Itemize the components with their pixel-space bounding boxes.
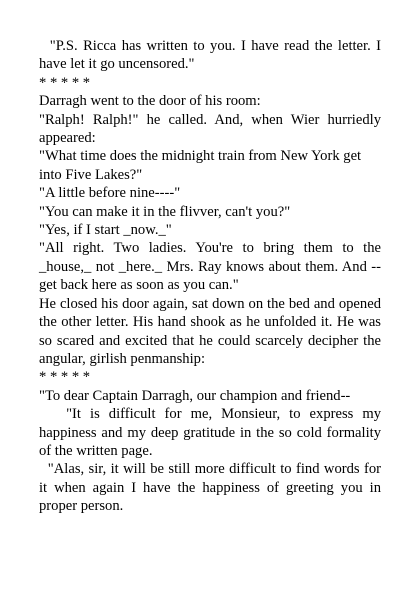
- dialogue-line: "You can make it in the flivver, can't you?": [39, 203, 291, 220]
- dialogue-line: "A little before nine----": [39, 185, 181, 202]
- dialogue-line: "Yes, if I start _now._": [39, 222, 172, 239]
- letter-paragraph: "It is difficult for me, Monsieur, to express my happiness and my deep gratitude in the so cold formality of the written page.: [39, 406, 381, 459]
- postscript-paragraph: "P.S. Ricca has written to you. I have read the letter. I have let it go uncensored.": [39, 38, 381, 73]
- section-break: * * * * *: [39, 74, 91, 91]
- dialogue-line: "What time does the midnight train from New York get into Five Lakes?": [39, 148, 362, 183]
- letter-salutation: "To dear Captain Darragh, our champion and friend--: [39, 387, 351, 404]
- dialogue-paragraph: "All right. Two ladies. You're to bring them to the _house,_ not _here._ Mrs. Ray knows about them. And -- get back here as soon as you can.": [39, 240, 381, 294]
- letter-paragraph: "Alas, sir, it will be still more difficult to find words for it when again I have the happiness of greeting you in proper person.: [39, 461, 381, 515]
- narrative-paragraph: He closed his door again, sat down on the bed and opened the other letter. His hand shook as he unfolded it. He was so scared and excited that he could scarcely decipher the angular, girlish penmanship:: [39, 295, 381, 367]
- document-page: [39, 37, 381, 516]
- narrative-line: Darragh went to the door of his room:: [39, 93, 261, 110]
- section-break: * * * * *: [39, 369, 91, 386]
- dialogue-line: "Ralph! Ralph!" he called. And, when Wier hurriedly appeared:: [39, 111, 381, 147]
